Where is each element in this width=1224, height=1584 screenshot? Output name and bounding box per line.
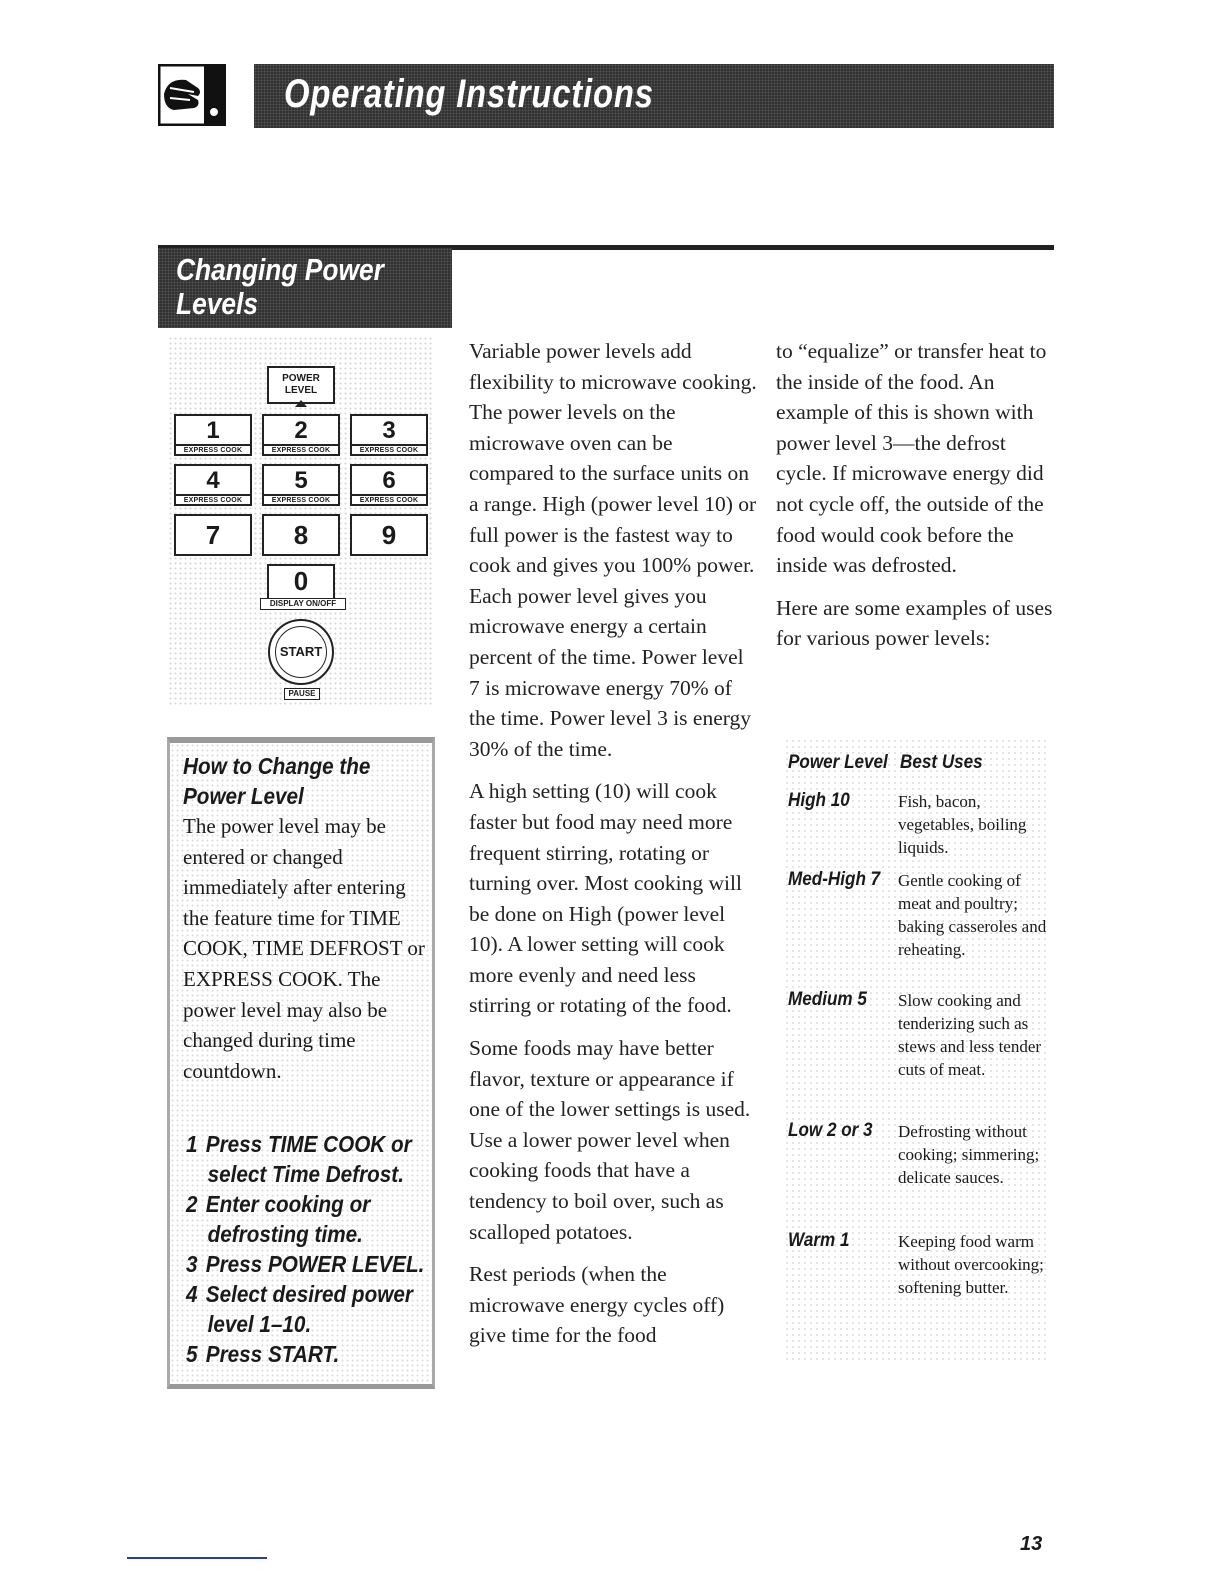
- start-button-illustration: START: [268, 619, 334, 685]
- keypad-illustration: [168, 336, 434, 706]
- paragraph: Here are some examples of uses for various power levels:: [776, 595, 1053, 651]
- key-3: 3 EXPRESS COOK: [350, 414, 428, 456]
- page-number: 13: [1020, 1533, 1043, 1555]
- hand-pointing-icon: [158, 64, 226, 126]
- key-6: 6 EXPRESS COOK: [350, 464, 428, 506]
- paragraph: Some foods may have better flavor, texture or appearance if one of the lower settings is used. Use a lower power level when cooking foods that have a tendency to boil over, such as scalloped potatoes.: [469, 1036, 751, 1244]
- key-2: 2 EXPRESS COOK: [262, 414, 340, 456]
- section-title-line1: Changing Power: [176, 252, 384, 287]
- table-row-uses: Slow cooking and tenderizing such as stews and less tender cuts of meat.: [898, 991, 1042, 1079]
- how-to-body: The power level may be entered or changed immediately after entering the feature time for TIME COOK, TIME DEFROST or EXPRESS COOK. The power level may also be changed during time countdown.: [183, 814, 425, 1083]
- footer-rule: [127, 1557, 267, 1559]
- table-header-uses: Best Uses: [900, 752, 983, 773]
- table-row-level: Warm 1: [788, 1230, 850, 1251]
- paragraph: Variable power levels add flexibility to microwave cooking. The power levels on the microwave oven can be compared to the surface units on a range. High (power level 10) or full power is the fastest way to cook and gives you 100% power. Each power level gives you microwave energy a certain percent of the time. Power level 7 is microwave energy 70% of the time. Power level 3 is energy 30% of the time.: [469, 339, 757, 761]
- page-title: Operating Instructions: [284, 72, 654, 116]
- key-4: 4 EXPRESS COOK: [174, 464, 252, 506]
- section-title-line2: Levels: [176, 286, 259, 321]
- step-2: 2 Enter cooking or defrosting time.: [186, 1191, 371, 1247]
- body-column-2: [776, 336, 1058, 666]
- arrow-up-icon: [295, 400, 307, 407]
- key-7: 7: [174, 514, 252, 556]
- table-row-level: High 10: [788, 790, 850, 811]
- power-level-key: POWER LEVEL: [267, 366, 335, 404]
- table-row-uses: Fish, bacon, vegetables, boiling liquids.: [898, 792, 1027, 857]
- section-heading: [158, 248, 452, 328]
- key-1: 1 EXPRESS COOK: [174, 414, 252, 456]
- display-on-off-label: DISPLAY ON/OFF: [260, 598, 346, 610]
- how-to-box: [167, 737, 435, 1389]
- paragraph: to “equalize” or transfer heat to the inside of the food. An example of this is shown with power level 3—the defrost cycle. If microwave energy did not cycle off, the outside of the food would cook before the inside was defrosted.: [776, 339, 1047, 578]
- step-5: 5 Press START.: [186, 1341, 340, 1367]
- step-3: 3 Press POWER LEVEL.: [186, 1251, 425, 1277]
- how-to-title: How to Change the Power Level: [183, 753, 371, 809]
- table-row-uses: Keeping food warm without overcooking; softening butter.: [898, 1232, 1044, 1297]
- table-row-level: Low 2 or 3: [788, 1120, 873, 1141]
- header-banner: [254, 64, 1054, 128]
- table-row-uses: Defrosting without cooking; simmering; delicate sauces.: [898, 1122, 1040, 1187]
- key-8: 8: [262, 514, 340, 556]
- key-0: 0: [267, 564, 335, 600]
- key-5: 5 EXPRESS COOK: [262, 464, 340, 506]
- table-row-level: Medium 5: [788, 989, 867, 1010]
- body-column-1: [469, 336, 759, 1363]
- paragraph: A high setting (10) will cook faster but food may need more frequent stirring, rotating or turning over. Most cooking will be done on High (power level 10). A lower setting will cook more evenly and need less stirring or rotating of the food.: [469, 779, 742, 1018]
- table-header-level: Power Level: [788, 752, 888, 773]
- pause-label: PAUSE: [284, 688, 320, 700]
- step-4: 4 Select desired power level 1–10.: [186, 1281, 413, 1337]
- table-row-uses: Gentle cooking of meat and poultry; baking casseroles and reheating.: [898, 871, 1047, 959]
- table-row-level: Med-High 7: [788, 869, 881, 890]
- key-9: 9: [350, 514, 428, 556]
- step-1: 1 Press TIME COOK or select Time Defrost.: [186, 1131, 412, 1187]
- power-level-table: [784, 738, 1050, 1364]
- paragraph: Rest periods (when the microwave energy cycles off) give time for the food: [469, 1262, 725, 1348]
